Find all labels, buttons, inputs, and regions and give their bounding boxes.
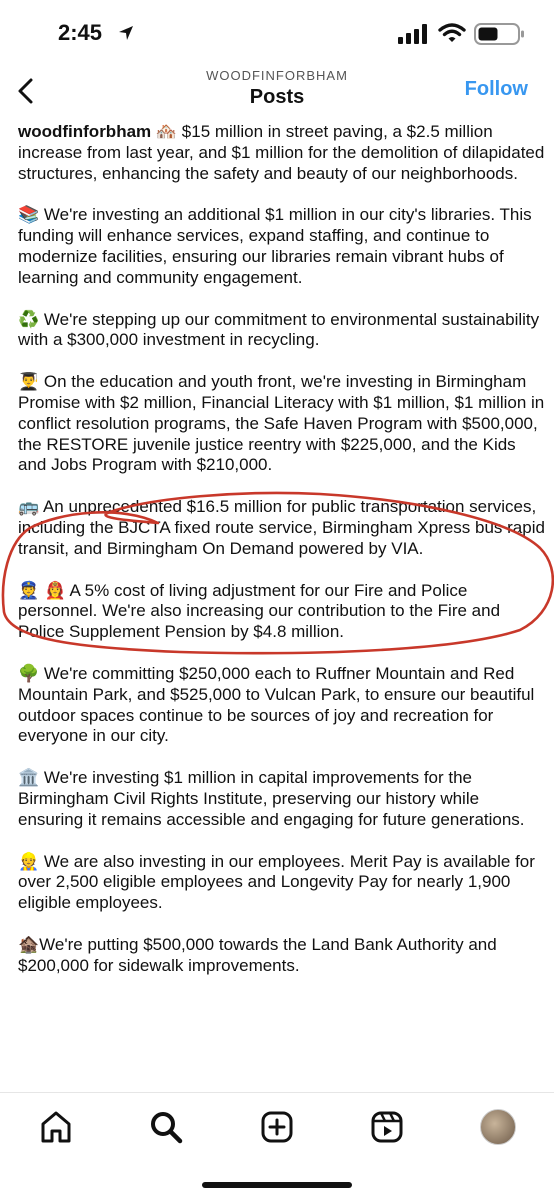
caption-paragraph (18, 852, 548, 914)
caption-text: $15 million in street paving, a $2.5 million increase from last year, and $1 million for the demolition of dilapidated structures, enhancing the safety and beauty of our neighborhoods. (18, 122, 545, 183)
caption-text: A 5% cost of living adjustment for our Fire and Police personnel. We're also increasing our contribution to the Fire and Police Supplement Pension by $4.8 million. (18, 580, 501, 642)
derelict-house-emoji-icon: 🏚️ (18, 934, 40, 955)
account-name: WOODFINFORBHAM (206, 68, 348, 83)
caption-paragraph (18, 935, 548, 977)
tree-emoji-icon: 🌳 (18, 663, 40, 684)
plus-square-icon[interactable] (259, 1109, 295, 1145)
page-title: Posts (249, 86, 305, 108)
status-time: 2:45 (58, 20, 103, 45)
battery-icon (474, 22, 526, 46)
caption-text: We are also investing in our employees. Merit Pay is available for over 2,500 eligible employees and Longevity Pay for nearly 1,900 eligible employees. (18, 851, 535, 913)
search-icon[interactable] (148, 1109, 184, 1145)
caption-text: We're investing an additional $1 million in our city's libraries. This funding will enhance services, expand staffing, and continue to modernize facilities, ensuring our libraries remain vibrant hubs of learning and community engagement. (18, 205, 532, 287)
classical-building-emoji-icon: 🏛️ (18, 768, 40, 789)
caption-text: On the education and youth front, we're investing in Birmingham Promise with $2 million, Financial Literacy with $1 million, $1 million in conflict resolution programs, the Safe Haven Program with $500,000, the RESTORE juvenile justice reentry with $225,000, and the Kids and Jobs Program with $210,000. (18, 372, 545, 475)
caption-text: An unprecedented $16.5 million for public transportation services, including the BJCTA fixed route service, Birmingham Xpress bus rapid transit, and Birmingham On Demand powered by VIA. (18, 497, 545, 558)
caption-paragraph (18, 497, 548, 559)
avatar[interactable] (480, 1109, 516, 1145)
home-icon[interactable] (38, 1109, 74, 1145)
caption-text: We're investing $1 million in capital improvements for the Birmingham Civil Rights Institute, preserving our history while ensuring it remains accessible and engaging for future generations. (18, 768, 525, 829)
caption-username[interactable]: woodfinforbham (18, 122, 152, 141)
caption-paragraph (18, 205, 548, 288)
caption-text: We're committing $250,000 each to Ruffner Mountain and Red Mountain Park, and $525,000 to Vulcan Park, to ensure our beautiful outdoor spaces continue to be sources of joy and recreation for everyone in our city. (18, 663, 535, 746)
caption-text: We're putting $500,000 towards the Land Bank Authority and $200,000 for sidewalk improvements. (18, 934, 497, 975)
wifi-icon (438, 22, 466, 44)
caption-paragraph (18, 768, 548, 830)
caption-paragraph (18, 372, 548, 476)
graduate-emoji-icon: 👨‍🎓 (18, 372, 40, 393)
location-arrow-icon (117, 24, 135, 42)
status-bar (0, 0, 554, 66)
worker-emoji-icon: 👷 (18, 851, 40, 872)
post-caption (18, 122, 548, 1090)
follow-button[interactable]: Follow (464, 78, 528, 100)
caption-paragraph (18, 581, 548, 643)
posts-header (0, 66, 554, 120)
recycle-emoji-icon: ♻️ (18, 309, 40, 330)
reels-icon[interactable] (369, 1109, 405, 1145)
cellular-signal-icon (398, 24, 428, 44)
caption-paragraph (18, 310, 548, 352)
caption-text: We're stepping up our commitment to environmental sustainability with a $300,000 investment in recycling. (18, 309, 540, 350)
police-firefighter-emoji-icon: 👮 👩‍🚒 (18, 580, 66, 601)
houses-emoji-icon: 🏘️ (155, 122, 178, 142)
books-emoji-icon: 📚 (18, 205, 40, 226)
caption-paragraph (18, 122, 548, 184)
home-indicator (202, 1182, 352, 1188)
caption-paragraph (18, 664, 548, 747)
bus-emoji-icon: 🚌 (18, 497, 40, 518)
